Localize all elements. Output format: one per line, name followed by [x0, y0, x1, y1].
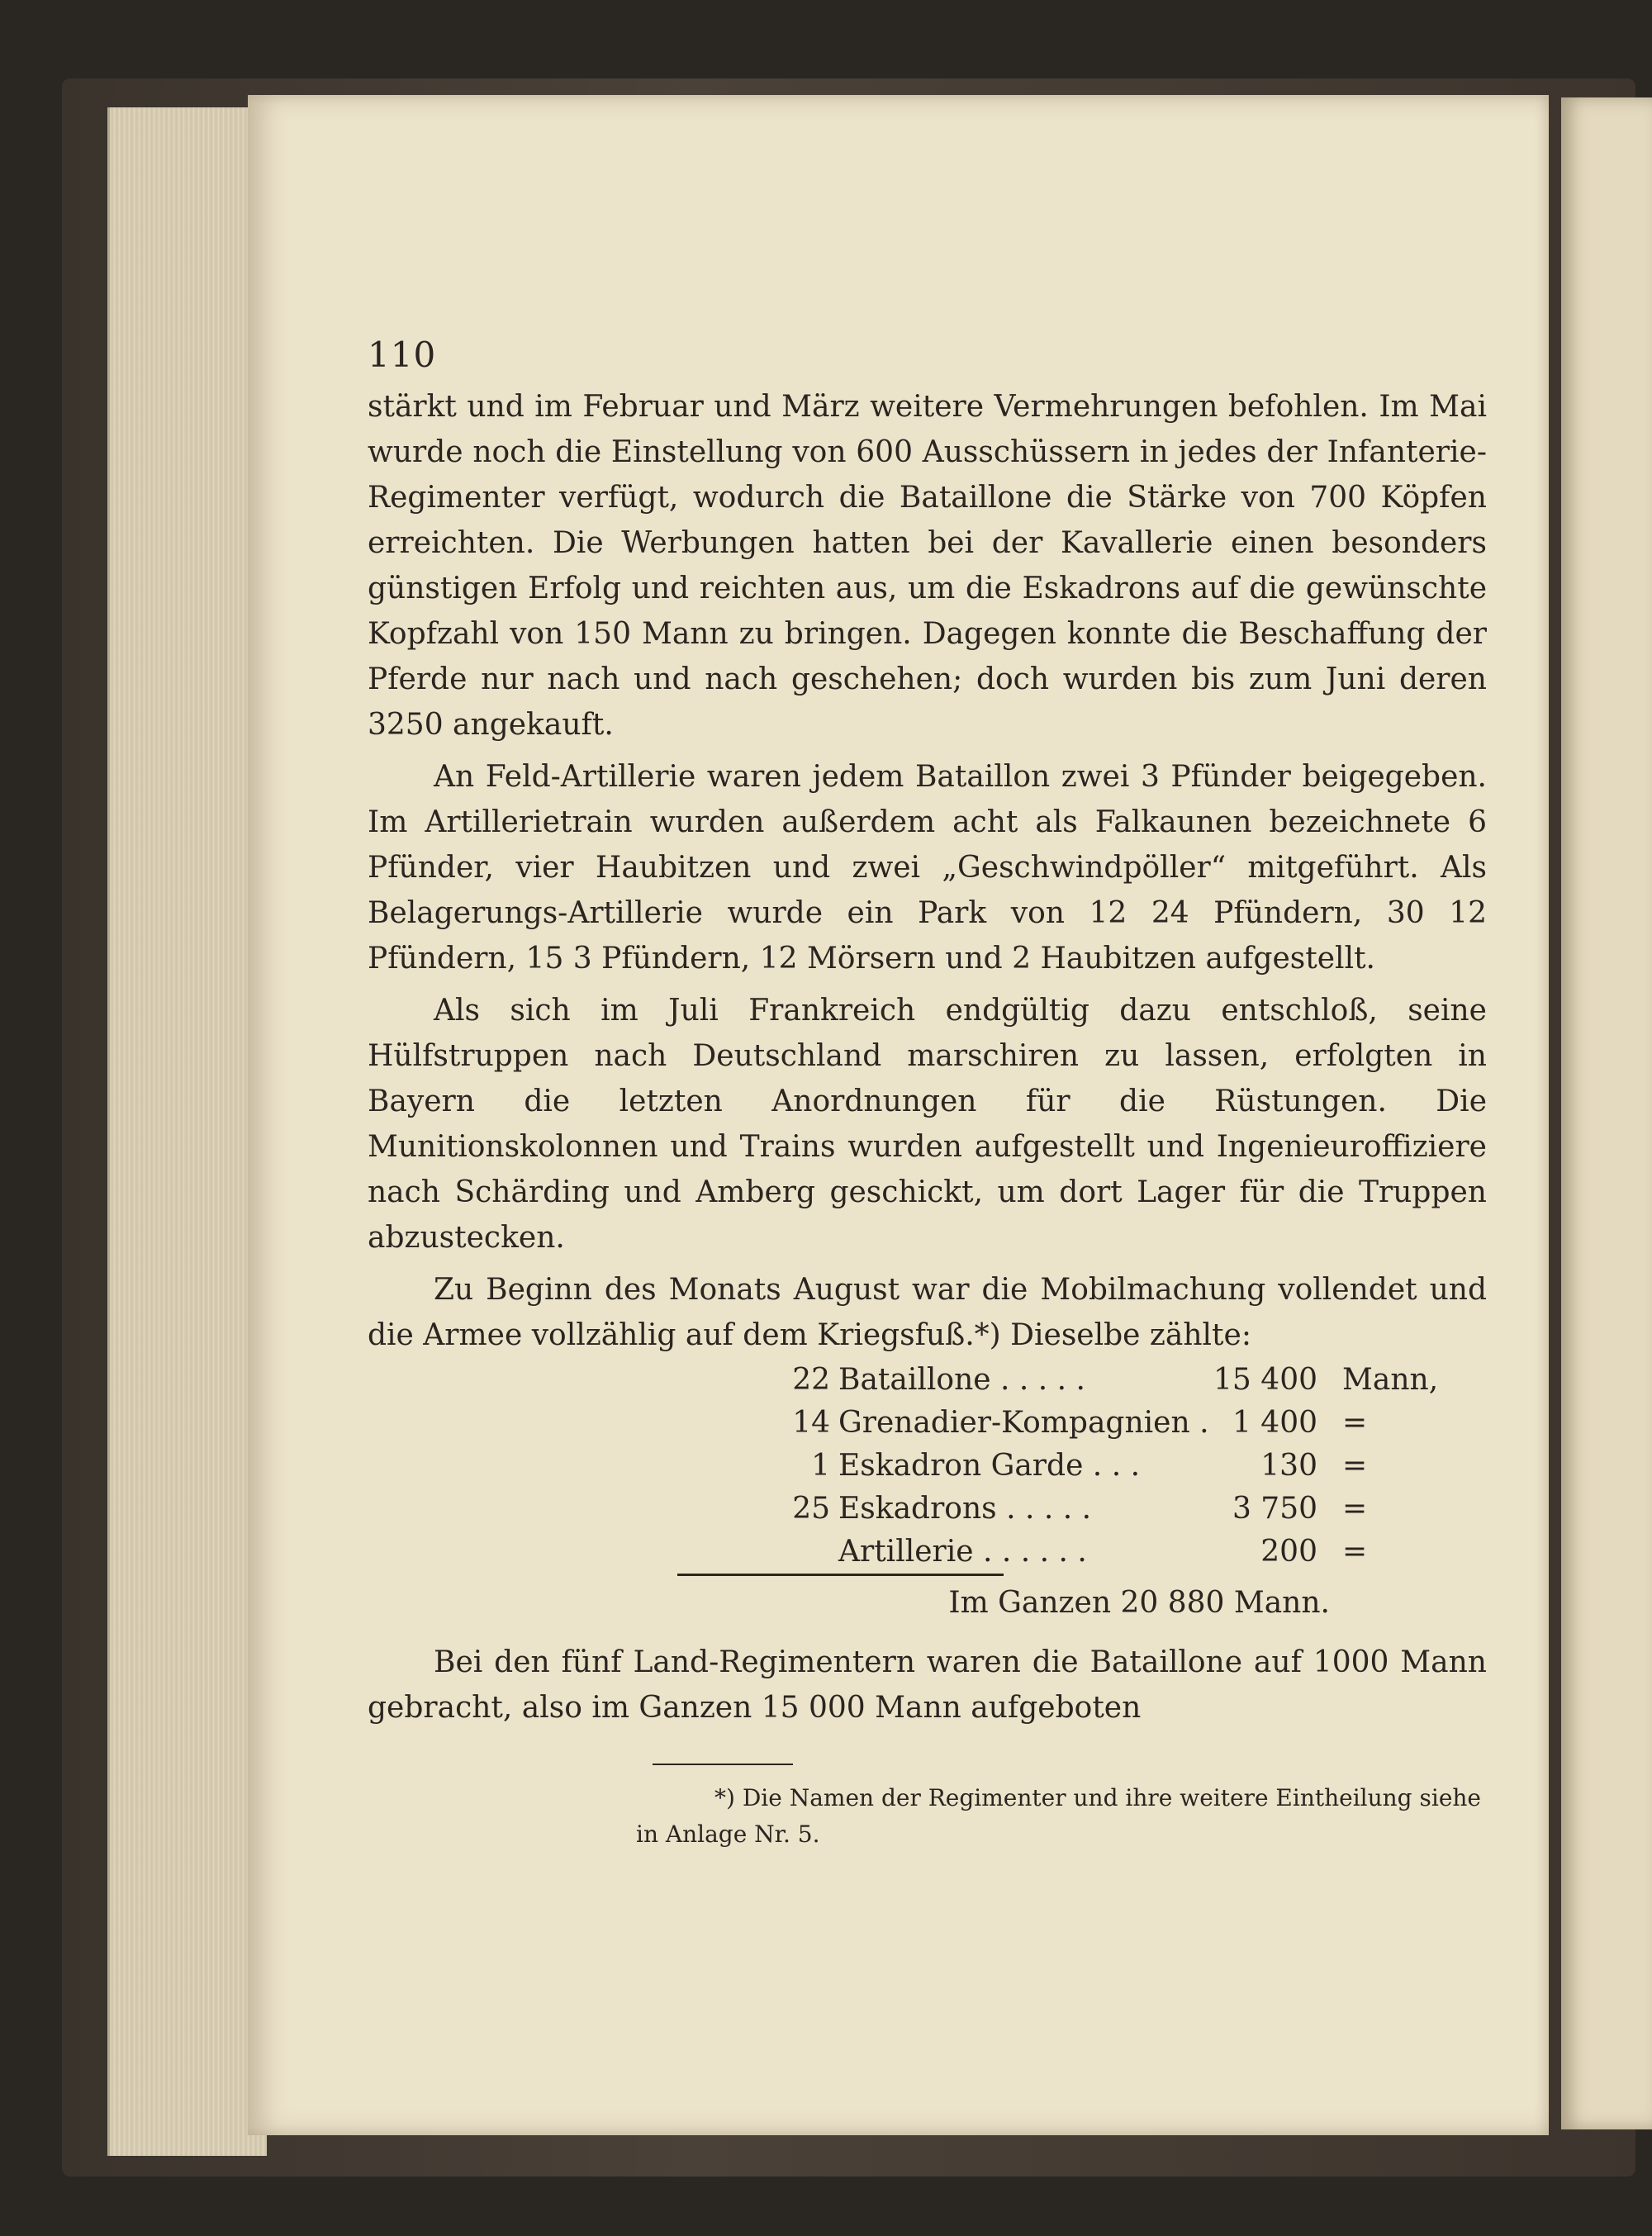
row-label: Eskadrons . . . . .: [838, 1492, 1092, 1526]
row-label: Bataillone . . . . .: [838, 1363, 1085, 1397]
row-count: 25: [792, 1492, 830, 1526]
footnote-rule: [653, 1764, 793, 1765]
footnote-text: *) Die Namen der Regimenter und ihre weitere Eintheilung siehe in Anlage Nr. 5.: [636, 1784, 1482, 1848]
row-unit: =: [1342, 1449, 1368, 1483]
page-number: 110: [368, 335, 437, 375]
table-row: [368, 1449, 1487, 1492]
row-value: 200: [1260, 1535, 1317, 1569]
footnote: [636, 1780, 1487, 1853]
table-row: [368, 1535, 1487, 1578]
row-value: 1 400: [1232, 1406, 1317, 1440]
troop-table: [368, 1363, 1487, 1578]
paragraph-5: Bei den fünf Land-Regimentern waren die Bataillone auf 1000 Mann gebracht, also im Ganzen 15 000 Mann aufgeboten: [368, 1645, 1487, 1725]
total-text: Im Ganzen 20 880 Mann.: [948, 1586, 1330, 1620]
paragraph-2: An Feld-Artillerie waren jedem Bataillon zwei 3 Pfünder beigegeben. Im Artillerietrain wurden außerdem acht als Falkaunen bezeichnete 6 Pfünder, vier Haubitzen und zwei „Geschwindpöller“ mitgeführt. Als Belagerungs-Artillerie wurde ein Park von 12 24 Pfündern, 30 12 Pfündern, 15 3 Pfündern, 12 Mörsern und 2 Haubitzen aufgestellt.: [368, 760, 1487, 976]
row-unit: =: [1342, 1535, 1368, 1569]
body-text: [368, 384, 1487, 1358]
row-count: 14: [792, 1406, 830, 1440]
row-label: Artillerie . . . . . .: [838, 1535, 1087, 1569]
row-unit: Mann,: [1342, 1363, 1439, 1397]
row-value: 15 400: [1213, 1363, 1317, 1397]
page-edges: [107, 107, 267, 2156]
table-row: [368, 1363, 1487, 1406]
row-count: 22: [792, 1363, 830, 1397]
row-label: Eskadron Garde . . .: [838, 1449, 1141, 1483]
row-value: 3 750: [1232, 1492, 1317, 1526]
row-unit: =: [1342, 1406, 1368, 1440]
facing-page-edge: [1561, 97, 1652, 2129]
closing-text: [368, 1640, 1487, 1730]
paragraph-3: Als sich im Juli Frankreich endgültig dazu entschloß, seine Hülfstruppen nach Deutschland marschiren zu lassen, erfolgten in Bayern die letzten Anordnungen für die Rüstungen. Die Munitionskolonnen und Trains wurden aufgestellt und Ingenieuroffiziere nach Schärding und Amberg geschickt, um dort Lager für die Truppen abzustecken.: [368, 994, 1487, 1255]
table-row: [368, 1492, 1487, 1535]
table-row: [368, 1406, 1487, 1449]
row-unit: =: [1342, 1492, 1368, 1526]
row-label: Grenadier-Kompagnien .: [838, 1406, 1209, 1440]
row-count: 1: [811, 1449, 830, 1483]
paragraph-1: stärkt und im Februar und März weitere Vermehrungen befohlen. Im Mai wurde noch die Einstellung von 600 Ausschüssern in jedes der Infanterie-Regimenter verfügt, wodurch die Bataillone die Stärke von 700 Köpfen erreichten. Die Werbungen hatten bei der Kavallerie einen besonders günstigen Erfolg und reichten aus, um die Eskadrons auf die gewünschte Kopfzahl von 150 Mann zu bringen. Dagegen konnte die Beschaffung der Pferde nur nach und nach geschehen; doch wurden bis zum Juni deren 3250 angekauft.: [368, 390, 1487, 742]
row-value: 130: [1260, 1449, 1317, 1483]
sum-rule: [677, 1574, 1004, 1576]
paragraph-4: Zu Beginn des Monats August war die Mobilmachung vollendet und die Armee vollzählig auf dem Kriegsfuß.*) Dieselbe zählte:: [368, 1273, 1487, 1352]
